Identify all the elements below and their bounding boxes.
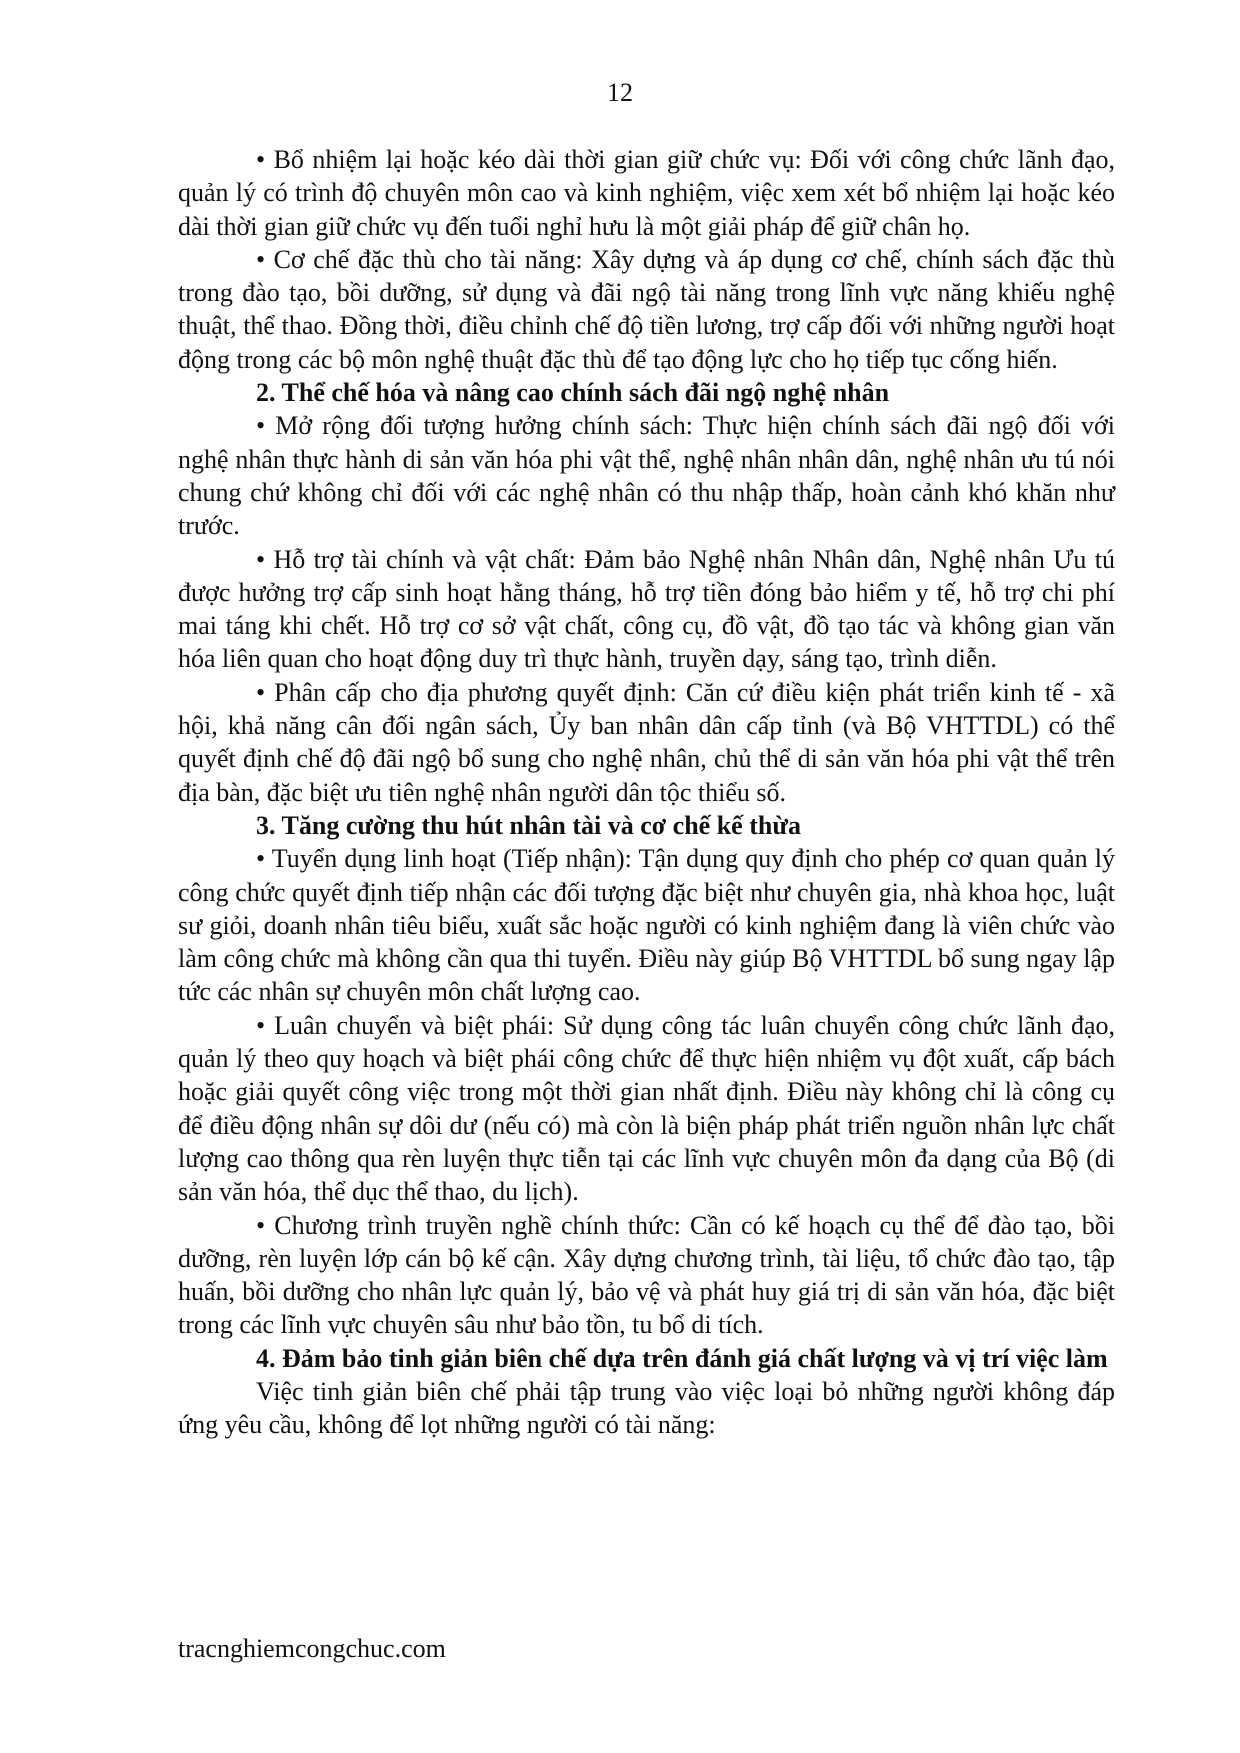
bullet-paragraph: • Cơ chế đặc thù cho tài năng: Xây dựng và áp dụng cơ chế, chính sách đặc thù trong đào tạo, bồi dưỡng, sử dụng và đãi ngộ tài năng trong lĩnh vực năng khiếu nghệ thuật, thể thao. Đồng thời, điều chỉnh chế độ tiền lương, trợ cấp đối với những người hoạt động trong các bộ môn nghệ thuật đặc thù để tạo động lực cho họ tiếp tục cống hiến. bbox=[178, 244, 1115, 374]
bullet-paragraph: • Hỗ trợ tài chính và vật chất: Đảm bảo Nghệ nhân Nhân dân, Nghệ nhân Ưu tú được hưởng trợ cấp sinh hoạt hằng tháng, hỗ trợ tiền đóng bảo hiểm y tế, hỗ trợ chi phí mai táng khi chết. Hỗ trợ cơ sở vật chất, công cụ, đồ vật, đồ tạo tác và không gian văn hóa liên quan cho hoạt động duy trì thực hành, truyền dạy, sáng tạo, trình diễn. bbox=[178, 544, 1115, 674]
bullet-paragraph: • Bổ nhiệm lại hoặc kéo dài thời gian giữ chức vụ: Đối với công chức lãnh đạo, quản lý có trình độ chuyên môn cao và kinh nghiệm, việc xem xét bổ nhiệm lại hoặc kéo dài thời gian giữ chức vụ đến tuổi nghỉ hưu là một giải pháp để giữ chân họ. bbox=[178, 145, 1115, 241]
section-heading: 2. Thể chế hóa và nâng cao chính sách đãi ngộ nghệ nhân bbox=[256, 378, 890, 408]
footer-website: tracnghiemcongchuc.com bbox=[178, 1634, 446, 1663]
bullet-paragraph: • Chương trình truyền nghề chính thức: Cần có kế hoạch cụ thể để đào tạo, bồi dưỡng, rèn luyện lớp cán bộ kế cận. Xây dựng chương trình, tài liệu, tổ chức đào tạo, tập huấn, bồi dưỡng cho nhân lực quản lý, bảo vệ và phát huy giá trị di sản văn hóa, đặc biệt trong các lĩnh vực chuyên sâu như bảo tồn, tu bổ di tích. bbox=[178, 1210, 1115, 1340]
bullet-paragraph: • Mở rộng đối tượng hưởng chính sách: Thực hiện chính sách đãi ngộ đối với nghệ nhân thực hành di sản văn hóa phi vật thể, nghệ nhân nhân dân, nghệ nhân ưu tú nói chung chứ không chỉ đối với các nghệ nhân có thu nhập thấp, hoàn cảnh khó khăn như trước. bbox=[178, 411, 1115, 541]
page-number: 12 bbox=[607, 78, 633, 107]
body-paragraph: Việc tinh giản biên chế phải tập trung vào việc loại bỏ những người không đáp ứng yêu cầu, không để lọt những người có tài năng: bbox=[178, 1376, 1115, 1440]
bullet-paragraph: • Phân cấp cho địa phương quyết định: Căn cứ điều kiện phát triển kinh tế - xã hội, khả năng cân đối ngân sách, Ủy ban nhân dân cấp tỉnh (và Bộ VHTTDL) có thể quyết định chế độ đãi ngộ bổ sung cho nghệ nhân, chủ thể di sản văn hóa phi vật thể trên địa bàn, đặc biệt ưu tiên nghệ nhân người dân tộc thiểu số. bbox=[178, 677, 1115, 807]
document-body bbox=[178, 143, 1115, 1442]
bullet-paragraph: • Tuyển dụng linh hoạt (Tiếp nhận): Tận dụng quy định cho phép cơ quan quản lý công chức quyết định tiếp nhận các đối tượng đặc biệt như chuyên gia, nhà khoa học, luật sư giỏi, doanh nhân tiêu biểu, xuất sắc hoặc người có kinh nghiệm đang là viên chức vào làm công chức mà không cần qua thi tuyển. Điều này giúp Bộ VHTTDL bổ sung ngay lập tức các nhân sự chuyên môn chất lượng cao. bbox=[178, 844, 1115, 1007]
bullet-paragraph: • Luân chuyển và biệt phái: Sử dụng công tác luân chuyển công chức lãnh đạo, quản lý theo quy hoạch và biệt phái công chức để thực hiện nhiệm vụ đột xuất, cấp bách hoặc giải quyết công việc trong một thời gian nhất định. Điều này không chỉ là công cụ để điều động nhân sự dôi dư (nếu có) mà còn là biện pháp phát triển nguồn nhân lực chất lượng cao thông qua rèn luyện thực tiễn tại các lĩnh vực chuyên môn đa dạng của Bộ (di sản văn hóa, thể dục thể thao, du lịch). bbox=[178, 1010, 1115, 1207]
section-heading: 4. Đảm bảo tinh giản biên chế dựa trên đánh giá chất lượng và vị trí việc làm bbox=[256, 1343, 1108, 1373]
section-heading: 3. Tăng cường thu hút nhân tài và cơ chế kế thừa bbox=[256, 810, 801, 840]
